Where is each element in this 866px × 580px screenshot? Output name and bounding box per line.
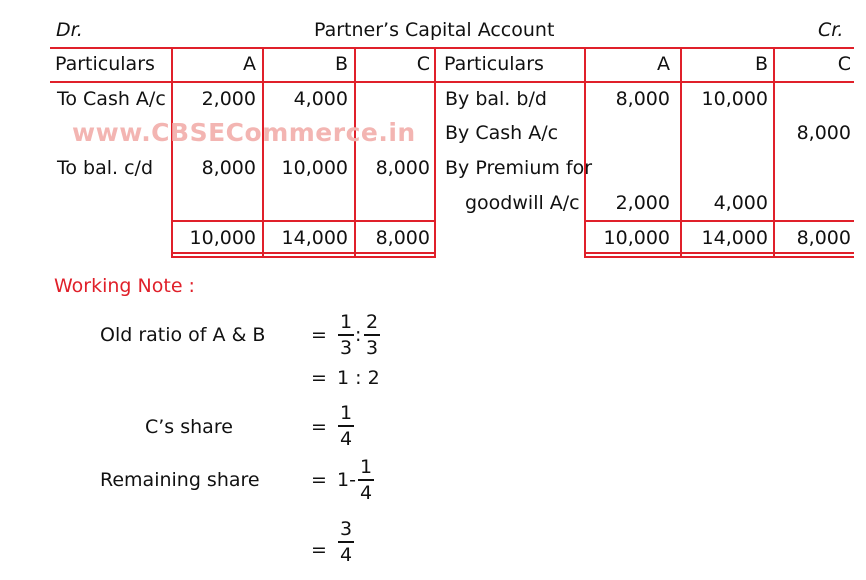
equals-sign: = bbox=[311, 416, 327, 438]
credit-header-c: C bbox=[837, 53, 851, 75]
credit-particulars: By Cash A/c bbox=[445, 122, 559, 144]
total-bottom-rule bbox=[584, 256, 854, 258]
debit-amount-b: 4,000 bbox=[293, 88, 348, 110]
fraction-bar bbox=[338, 541, 354, 543]
credit-particulars: By Premium for bbox=[445, 157, 593, 179]
debit-header-c: C bbox=[416, 53, 430, 75]
debit-amount-a: 8,000 bbox=[201, 157, 256, 179]
fraction-denominator: 4 bbox=[339, 544, 353, 566]
credit-header-b: B bbox=[754, 53, 768, 75]
credit-particulars: goodwill A/c bbox=[465, 192, 580, 214]
debit-amount-c: 8,000 bbox=[375, 157, 430, 179]
fraction-numerator: 1 bbox=[359, 456, 373, 478]
equals-sign: = bbox=[311, 367, 327, 389]
equals-sign: = bbox=[311, 324, 327, 346]
debit-total-a: 10,000 bbox=[189, 227, 256, 249]
account-title: Partner’s Capital Account bbox=[314, 19, 555, 41]
debit-particulars: To bal. c/d bbox=[57, 157, 154, 179]
ratio-colon: : bbox=[355, 324, 362, 346]
debit-total-c: 8,000 bbox=[375, 227, 430, 249]
cr-label: Cr. bbox=[818, 19, 844, 41]
fraction-denominator: 4 bbox=[339, 428, 353, 450]
col-divider bbox=[171, 47, 173, 258]
fraction-denominator: 3 bbox=[365, 337, 379, 359]
debit-header-a: A bbox=[243, 53, 256, 75]
fraction-numerator: 3 bbox=[339, 518, 353, 540]
fraction-bar bbox=[338, 334, 354, 336]
c-share-label: C’s share bbox=[145, 416, 233, 438]
fraction-bar bbox=[358, 479, 374, 481]
remaining-prefix: 1- bbox=[337, 469, 356, 491]
total-top-rule bbox=[584, 220, 854, 222]
fraction-denominator: 3 bbox=[339, 337, 353, 359]
credit-total-a: 10,000 bbox=[603, 227, 670, 249]
col-divider bbox=[262, 47, 264, 258]
credit-amount-a: 8,000 bbox=[615, 88, 670, 110]
fraction-bar bbox=[338, 425, 354, 427]
watermark-text: www.CBSECommerce.in bbox=[72, 118, 416, 147]
col-divider bbox=[773, 47, 775, 258]
credit-header-a: A bbox=[657, 53, 670, 75]
old-ratio-label: Old ratio of A & B bbox=[100, 324, 266, 346]
debit-header-b: B bbox=[334, 53, 348, 75]
total-top-rule bbox=[171, 220, 436, 222]
credit-amount-a: 2,000 bbox=[615, 192, 670, 214]
fraction-numerator: 2 bbox=[365, 311, 379, 333]
dr-label: Dr. bbox=[56, 19, 83, 41]
credit-total-c: 8,000 bbox=[796, 227, 851, 249]
credit-header-particulars: Particulars bbox=[444, 53, 544, 75]
fraction-denominator: 4 bbox=[359, 482, 373, 504]
simplified-ratio: 1 : 2 bbox=[337, 367, 380, 389]
credit-particulars: By bal. b/d bbox=[445, 88, 547, 110]
working-note-title: Working Note : bbox=[54, 275, 195, 297]
total-bottom-rule bbox=[171, 256, 436, 258]
total-bottom-rule bbox=[171, 252, 436, 254]
debit-total-b: 14,000 bbox=[281, 227, 348, 249]
debit-amount-a: 2,000 bbox=[201, 88, 256, 110]
remaining-share-label: Remaining share bbox=[100, 469, 260, 491]
equals-sign: = bbox=[311, 539, 327, 561]
col-divider bbox=[584, 47, 586, 258]
total-bottom-rule bbox=[584, 252, 854, 254]
credit-amount-b: 10,000 bbox=[701, 88, 768, 110]
col-divider bbox=[434, 47, 436, 258]
equals-sign: = bbox=[311, 469, 327, 491]
col-divider bbox=[354, 47, 356, 258]
debit-header-particulars: Particulars bbox=[55, 53, 155, 75]
col-divider bbox=[680, 47, 682, 258]
fraction-numerator: 1 bbox=[339, 311, 353, 333]
fraction-bar bbox=[364, 334, 380, 336]
fraction-numerator: 1 bbox=[339, 402, 353, 424]
credit-amount-b: 4,000 bbox=[713, 192, 768, 214]
credit-total-b: 14,000 bbox=[701, 227, 768, 249]
debit-particulars: To Cash A/c bbox=[57, 88, 166, 110]
credit-amount-c: 8,000 bbox=[796, 122, 851, 144]
debit-amount-b: 10,000 bbox=[281, 157, 348, 179]
